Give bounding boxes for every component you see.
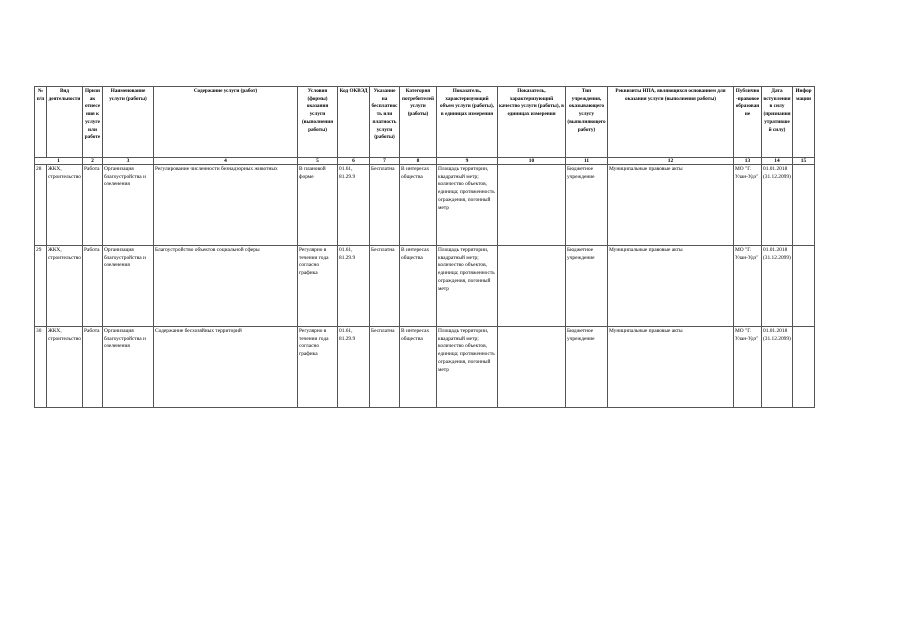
sign-cell: Работа: [83, 327, 103, 408]
column-number-cell: 15: [793, 158, 815, 165]
consumers-cell: В интересах общества: [400, 165, 437, 246]
volume-indicator-cell: Площадь территории, квадратный метр; количество объектов, единица; протяженность ограждения, погонный метр: [437, 327, 498, 408]
header-cell-activity: Вид деятельности: [47, 87, 83, 158]
row-number-cell: 29: [35, 246, 47, 327]
column-number-cell: 10: [498, 158, 566, 165]
institution-type-cell: Бюджетное учреждение: [566, 246, 608, 327]
header-cell-payment: Указание на бесплатность или платность услуги (работы): [370, 87, 400, 158]
info-cell: [793, 165, 815, 246]
header-cell-okved: Код ОКВЭД: [338, 87, 370, 158]
payment-cell: Бесплатна: [370, 246, 400, 327]
effective-date-cell: 01.01.2018 (31.12.2099): [762, 165, 793, 246]
conditions-cell: Регулярно в течении года согласно графика: [298, 327, 338, 408]
quality-indicator-cell: [498, 327, 566, 408]
column-number-cell: 13: [734, 158, 762, 165]
service-name-cell: Организация благоустройства и озеленения: [103, 246, 154, 327]
row-number-cell: 28: [35, 165, 47, 246]
service-content-cell: Регулирование численности безнадзорных животных: [154, 165, 298, 246]
quality-indicator-cell: [498, 165, 566, 246]
okved-cell: 01.61, 81.29.9: [338, 165, 370, 246]
info-cell: [793, 246, 815, 327]
consumers-cell: В интересах общества: [400, 246, 437, 327]
public-entity-cell: МО "Г. Улан-Удэ": [734, 327, 762, 408]
institution-type-cell: Бюджетное учреждение: [566, 327, 608, 408]
activity-cell: ЖКХ, строительство: [47, 165, 83, 246]
npa-cell: Муниципальные правовые акты: [608, 165, 734, 246]
header-cell-inst-type: Тип учреждения, оказывающего услугу (выполняющего работу): [566, 87, 608, 158]
header-cell-date: Дата вступления в силу (признания утратившей силу): [762, 87, 793, 158]
header-cell-volume: Показатель, характеризующий объем услуги (работы), в единицах измерения: [437, 87, 498, 158]
quality-indicator-cell: [498, 246, 566, 327]
row-number-cell: 30: [35, 327, 47, 408]
table-row: [35, 165, 815, 246]
public-entity-cell: МО "Г. Улан-Удэ": [734, 165, 762, 246]
volume-indicator-cell: Площадь территории, квадратный метр; количество объектов, единица; протяженность ограждения, погонный метр: [437, 165, 498, 246]
header-cell-name: Наименование услуги (работы): [103, 87, 154, 158]
consumers-cell: В интересах общества: [400, 327, 437, 408]
npa-cell: Муниципальные правовые акты: [608, 327, 734, 408]
table-row: [35, 246, 815, 327]
column-number-cell: 8: [400, 158, 437, 165]
header-cell-sign: Признак отнесения к услуге или работе: [83, 87, 103, 158]
table-body: [35, 158, 815, 408]
column-number-cell: 12: [608, 158, 734, 165]
header-cell-quality: Показатель, характеризующий качество услуги (работы), в единицах измерения: [498, 87, 566, 158]
conditions-cell: В плановой форме: [298, 165, 338, 246]
header-cell-content: Содержание услуги (работ): [154, 87, 298, 158]
effective-date-cell: 01.01.2018 (31.12.2099): [762, 246, 793, 327]
okved-cell: 01.61, 81.29.9: [338, 327, 370, 408]
institution-type-cell: Бюджетное учреждение: [566, 165, 608, 246]
header-cell-npa: Реквизиты НПА, являющихся основанием для оказания услуги (выполнения работы): [608, 87, 734, 158]
header-cell-entity: Публично-правовое образование: [734, 87, 762, 158]
service-name-cell: Организация благоустройства и озеленения: [103, 327, 154, 408]
sign-cell: Работа: [83, 246, 103, 327]
header-row: [35, 87, 815, 158]
column-number-cell: 1: [35, 158, 83, 165]
header-cell-consumers: Категория потребителей услуги (работы): [400, 87, 437, 158]
column-number-cell: 9: [437, 158, 498, 165]
info-cell: [793, 327, 815, 408]
activity-cell: ЖКХ, строительство: [47, 246, 83, 327]
public-entity-cell: МО "Г. Улан-Удэ": [734, 246, 762, 327]
payment-cell: Бесплатна: [370, 327, 400, 408]
effective-date-cell: 01.01.2018 (31.12.2099): [762, 327, 793, 408]
column-number-cell: 14: [762, 158, 793, 165]
column-number-cell: 6: [338, 158, 370, 165]
column-number-cell: 3: [103, 158, 154, 165]
column-numbers-row: [35, 158, 815, 165]
conditions-cell: Регулярно в течении года согласно графика: [298, 246, 338, 327]
header-cell-conditions: Условия (формы) оказания услуги (выполнения работы): [298, 87, 338, 158]
volume-indicator-cell: Площадь территории, квадратный метр; количество объектов, единица; протяженность ограждения, погонный метр: [437, 246, 498, 327]
sign-cell: Работа: [83, 165, 103, 246]
payment-cell: Бесплатна: [370, 165, 400, 246]
header-cell-info: Информации: [793, 87, 815, 158]
service-content-cell: Содержание бесхозяйных территорий: [154, 327, 298, 408]
header-cell-num: № п/п: [35, 87, 47, 158]
column-number-cell: 5: [298, 158, 338, 165]
okved-cell: 01.61, 81.29.9: [338, 246, 370, 327]
column-number-cell: 7: [370, 158, 400, 165]
npa-cell: Муниципальные правовые акты: [608, 246, 734, 327]
table-row: [35, 327, 815, 408]
service-content-cell: Благоустройство объектов социальной сферы: [154, 246, 298, 327]
column-number-cell: 11: [566, 158, 608, 165]
activity-cell: ЖКХ, строительство: [47, 327, 83, 408]
column-number-cell: 2: [83, 158, 103, 165]
table-header: [35, 87, 815, 158]
column-number-cell: 4: [154, 158, 298, 165]
services-register-table: [34, 86, 815, 408]
service-name-cell: Организация благоустройства и озеленения: [103, 165, 154, 246]
